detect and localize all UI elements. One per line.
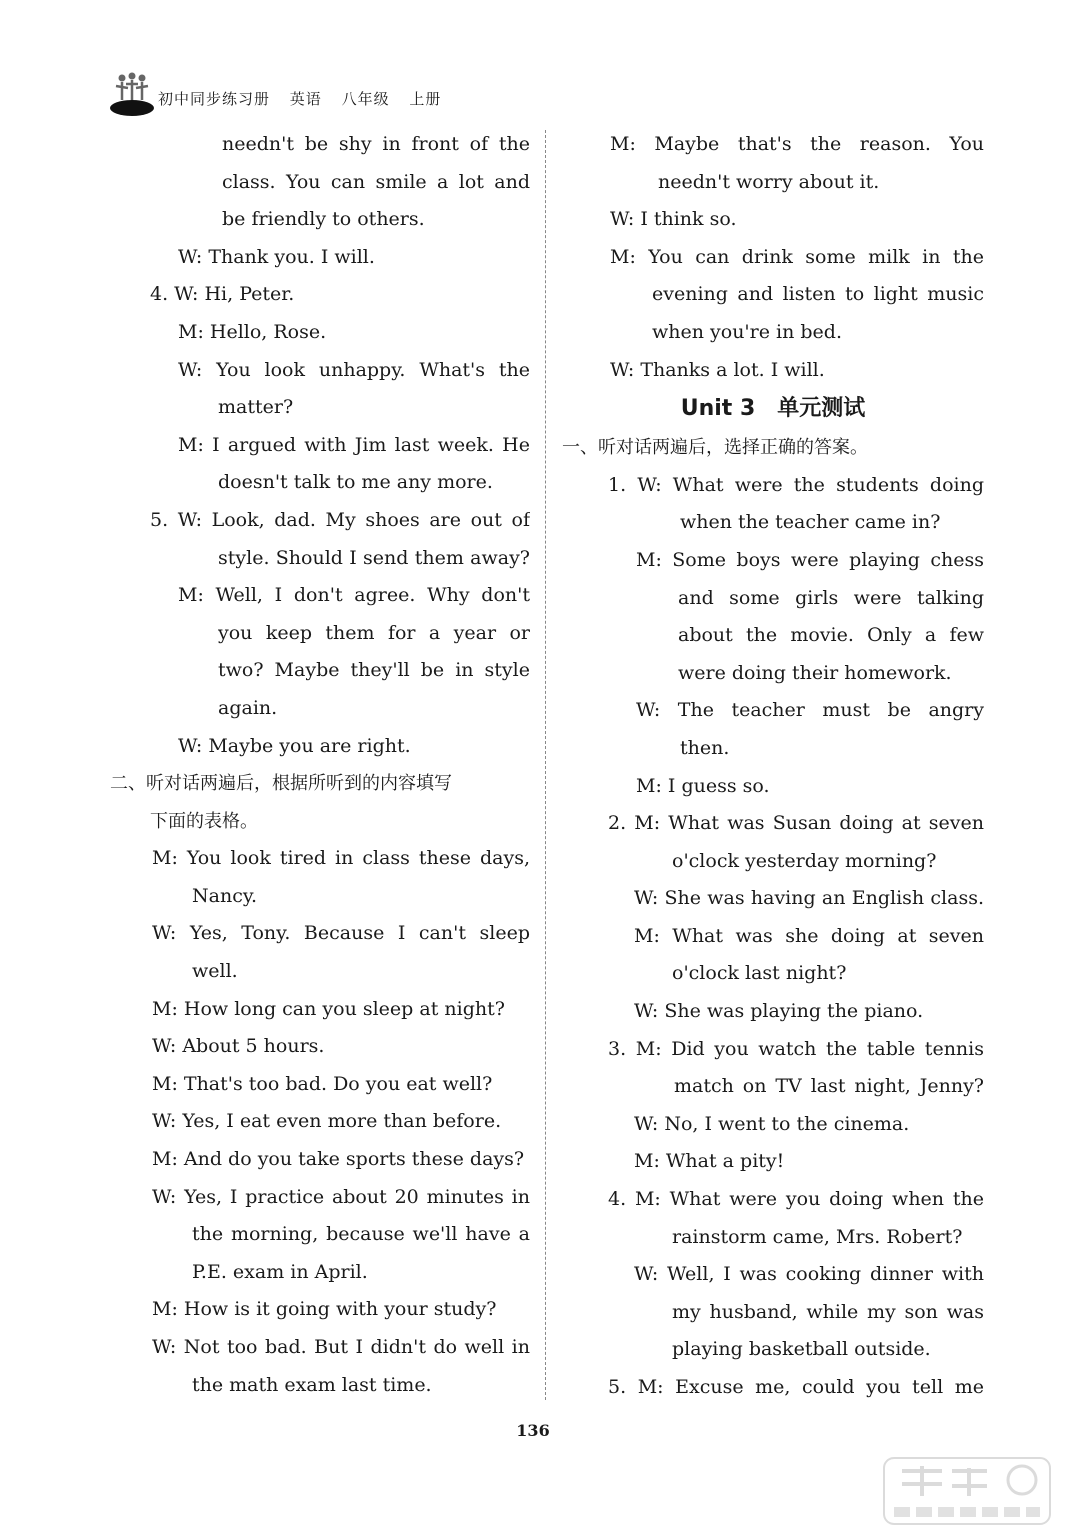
text-line: M: You look tired in class these days, — [152, 847, 530, 870]
text-line: W: Well, I was cooking dinner with — [634, 1263, 984, 1286]
text-line: matter? — [218, 396, 294, 419]
text-line: rainstorm came, Mrs. Robert? — [672, 1225, 963, 1248]
text-line: W: Yes, Tony. Because I can't sleep — [152, 922, 530, 945]
section-heading: 二、听对话两遍后，根据所听到的内容填写 — [110, 773, 452, 795]
column-divider — [545, 130, 546, 1400]
text-line: M: And do you take sports these days? — [152, 1148, 525, 1171]
header-subject: 英语 — [289, 90, 322, 108]
text-line: the math exam last time. — [192, 1373, 432, 1396]
text-line: 4. M: What were you doing when the — [608, 1188, 984, 1211]
text-line: were doing their homework. — [678, 661, 952, 684]
text-line: 1. W: What were the students doing — [608, 473, 984, 496]
text-line: playing basketball outside. — [672, 1338, 931, 1361]
text-line: W: Maybe you are right. — [178, 734, 411, 757]
text-line: W: The teacher must be angry — [636, 699, 984, 722]
section-heading: 下面的表格。 — [150, 810, 258, 832]
header-title — [158, 88, 455, 109]
header-series: 初中同步练习册 — [158, 90, 271, 108]
text-line: W: No, I went to the cinema. — [634, 1112, 910, 1135]
header-grade: 八年级 — [341, 90, 390, 108]
text-line: W: She was playing the piano. — [634, 1000, 924, 1023]
section-heading: 一、听对话两遍后，选择正确的答案。 — [562, 437, 868, 459]
text-line: W: I think so. — [610, 208, 737, 231]
text-line: again. — [218, 696, 278, 719]
text-line: when the teacher came in? — [680, 511, 941, 534]
text-line: needn't worry about it. — [658, 170, 880, 193]
text-line: M: Hello, Rose. — [178, 320, 327, 343]
text-line: needn't be shy in front of the — [222, 133, 530, 155]
text-line: W: Thanks a lot. I will. — [610, 358, 825, 381]
watermark-logo-icon — [882, 1456, 1052, 1526]
text-line: M: That's too bad. Do you eat well? — [152, 1072, 493, 1095]
text-line: style. Should I send them away? — [218, 546, 530, 569]
text-line: M: What a pity! — [634, 1150, 785, 1173]
text-line: M: Maybe that's the reason. You — [610, 133, 984, 155]
left-column — [110, 126, 530, 1404]
text-line: W: She was having an English class. — [634, 887, 984, 910]
text-line: M: Some boys were playing chess — [636, 548, 984, 571]
text-line: about the movie. Only a few — [678, 624, 984, 647]
text-line: M: Well, I don't agree. Why don't — [178, 584, 530, 607]
text-line: o'clock last night? — [672, 962, 847, 985]
text-line: evening and listen to light music — [652, 283, 984, 306]
page-number: 136 — [516, 1421, 550, 1440]
text-line: two? Maybe they'll be in style — [218, 659, 530, 682]
text-line: W: You look unhappy. What's the — [178, 358, 530, 381]
header-volume: 上册 — [409, 90, 442, 108]
text-line: o'clock yesterday morning? — [672, 849, 937, 872]
unit-title: Unit 3 单元测试 — [680, 396, 866, 422]
text-line: be friendly to others. — [222, 208, 425, 231]
book-series-logo-icon — [108, 70, 156, 118]
text-line: my husband, while my son was — [672, 1300, 984, 1323]
text-line: P.E. exam in April. — [192, 1260, 368, 1283]
right-column — [562, 126, 984, 1407]
text-line: well. — [192, 960, 238, 983]
text-line: 4. W: Hi, Peter. — [150, 283, 295, 306]
text-line: doesn't talk to me any more. — [218, 471, 493, 494]
text-line: 2. M: What was Susan doing at seven — [608, 812, 984, 835]
text-line: Nancy. — [192, 884, 258, 907]
text-line: M: You can drink some milk in the — [610, 245, 984, 268]
text-line: when you're in bed. — [652, 320, 842, 343]
text-line: M: I argued with Jim last week. He — [178, 433, 530, 456]
text-line: match on TV last night, Jenny? — [674, 1075, 984, 1098]
text-line: 3. M: Did you watch the table tennis — [608, 1037, 984, 1060]
text-line: W: About 5 hours. — [152, 1035, 325, 1058]
text-line: 5. M: Excuse me, could you tell me — [608, 1376, 984, 1398]
page-header — [108, 70, 528, 120]
text-line: W: Yes, I practice about 20 minutes in — [152, 1185, 530, 1208]
text-line: W: Yes, I eat even more than before. — [152, 1110, 502, 1133]
text-line: W: Not too bad. But I didn't do well in — [152, 1336, 530, 1358]
text-line: class. You can smile a lot and — [222, 170, 530, 193]
text-line: M: How long can you sleep at night? — [152, 997, 505, 1020]
text-line: M: I guess so. — [636, 774, 770, 797]
text-line: M: How is it going with your study? — [152, 1298, 497, 1321]
text-line: then. — [680, 736, 730, 759]
text-line: you keep them for a year or — [218, 621, 530, 644]
text-line: and some girls were talking — [678, 586, 984, 609]
text-line: M: What was she doing at seven — [634, 924, 984, 947]
text-line: W: Thank you. I will. — [178, 245, 375, 268]
text-line: 5. W: Look, dad. My shoes are out of — [150, 508, 530, 531]
text-line: the morning, because we'll have a — [192, 1223, 530, 1246]
